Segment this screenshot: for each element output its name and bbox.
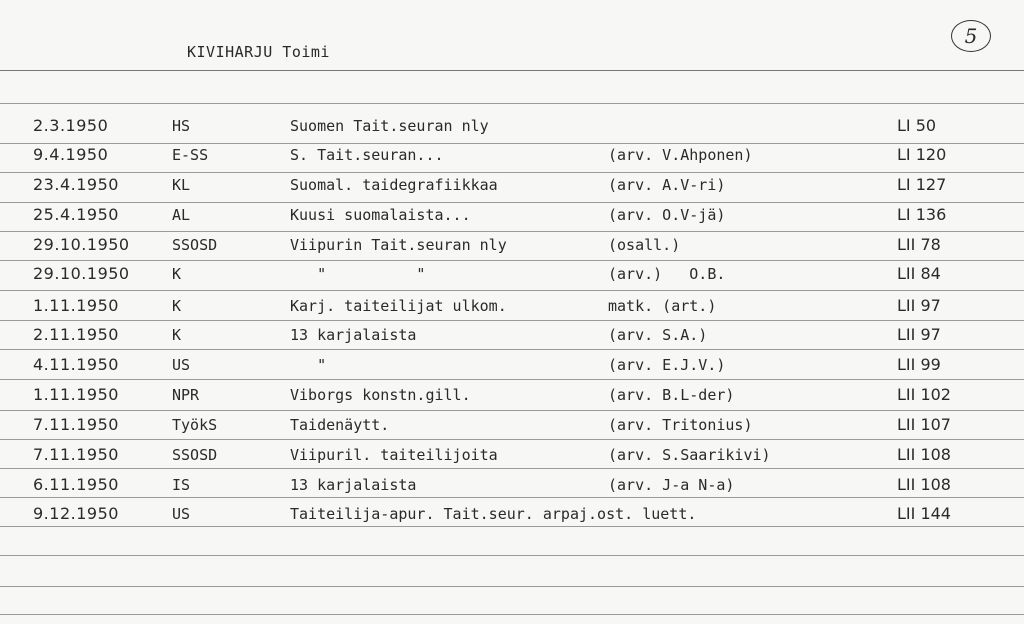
entry-reference: LII 97	[897, 325, 941, 344]
entry-reference: LI 50	[897, 116, 937, 135]
entry-reference: LII 108	[897, 445, 951, 464]
entry-code: IS	[172, 476, 191, 494]
entry-date: 7.11.1950	[33, 415, 119, 434]
entry-description: 13 karjalaista	[290, 476, 417, 494]
list-item	[0, 297, 1024, 321]
entry-description: Viipuril. taiteilijoita	[290, 446, 498, 464]
entry-description: 13 karjalaista	[290, 326, 417, 344]
entry-credit: (osall.)	[608, 236, 681, 254]
entry-code: KL	[172, 176, 191, 194]
ruled-line	[0, 202, 1024, 203]
ruled-line	[0, 103, 1024, 104]
entry-code: SSOSD	[172, 446, 218, 464]
entry-code: AL	[172, 206, 191, 224]
entry-code: K	[172, 326, 182, 344]
entry-reference: LII 84	[897, 264, 941, 283]
entry-code: TyökS	[172, 416, 218, 434]
entry-credit: (arv. S.A.)	[608, 326, 708, 344]
entry-description: " "	[290, 265, 426, 283]
list-item	[0, 176, 1024, 200]
list-item	[0, 446, 1024, 470]
entry-credit: (arv. S.Saarikivi)	[608, 446, 771, 464]
entry-description: Viipurin Tait.seuran nly	[290, 236, 507, 254]
entry-date: 23.4.1950	[33, 175, 119, 194]
entry-description: S. Tait.seuran...	[290, 146, 444, 164]
entry-credit: (arv. A.V-ri)	[608, 176, 726, 194]
ruled-line	[0, 231, 1024, 232]
list-item	[0, 146, 1024, 170]
ruled-line	[0, 614, 1024, 615]
entry-date: 29.10.1950	[33, 235, 130, 254]
list-item	[0, 505, 1024, 529]
entry-reference: LII 78	[897, 235, 941, 254]
entry-date: 1.11.1950	[33, 385, 119, 404]
ruled-line	[0, 260, 1024, 261]
entry-description: Taidenäytt.	[290, 416, 390, 434]
entry-code: HS	[172, 117, 191, 135]
entry-credit: matk. (art.)	[608, 297, 717, 315]
entry-credit: (arv. J-a N-a)	[608, 476, 735, 494]
entry-date: 7.11.1950	[33, 445, 119, 464]
card-number: 5	[964, 24, 978, 48]
entry-description: "	[290, 356, 327, 374]
entry-code: US	[172, 505, 191, 523]
card-title: KIVIHARJU Toimi	[187, 43, 330, 61]
entry-date: 4.11.1950	[33, 355, 119, 374]
entry-description: Viborgs konstn.gill.	[290, 386, 471, 404]
ruled-line	[0, 143, 1024, 144]
list-item	[0, 206, 1024, 230]
entry-reference: LII 102	[897, 385, 951, 404]
list-item	[0, 265, 1024, 289]
entry-reference: LII 108	[897, 475, 951, 494]
entry-credit: (arv. Tritonius)	[608, 416, 753, 434]
entry-code: K	[172, 265, 182, 283]
ruled-line	[0, 70, 1024, 71]
entry-code: K	[172, 297, 182, 315]
entry-date: 9.4.1950	[33, 145, 109, 164]
ruled-line	[0, 410, 1024, 411]
entry-credit: (arv.) O.B.	[608, 265, 726, 283]
entry-credit: (arv. O.V-jä)	[608, 206, 726, 224]
entry-description: Suomal. taidegrafiikkaa	[290, 176, 498, 194]
entry-date: 25.4.1950	[33, 205, 119, 224]
ruled-line	[0, 290, 1024, 291]
entry-date: 1.11.1950	[33, 296, 119, 315]
entry-credit: (arv. V.Ahponen)	[608, 146, 753, 164]
entry-code: NPR	[172, 386, 200, 404]
entry-code: US	[172, 356, 191, 374]
entry-credit: (arv. B.L-der)	[608, 386, 735, 404]
list-item	[0, 117, 1024, 141]
ruled-line	[0, 172, 1024, 173]
entry-date: 9.12.1950	[33, 504, 119, 523]
entry-reference: LII 144	[897, 504, 951, 523]
entry-date: 2.11.1950	[33, 325, 119, 344]
entry-reference: LII 99	[897, 355, 941, 374]
list-item	[0, 236, 1024, 260]
entry-code: E-SS	[172, 146, 209, 164]
entry-description: Suomen Tait.seuran nly	[290, 117, 489, 135]
ruled-line	[0, 555, 1024, 556]
card-number-circle	[951, 20, 991, 52]
entry-date: 2.3.1950	[33, 116, 109, 135]
entry-reference: LI 127	[897, 175, 947, 194]
entry-reference: LII 97	[897, 296, 941, 315]
entry-code: SSOSD	[172, 236, 218, 254]
entry-description: Taiteilija-apur. Tait.seur. arpaj.ost. luett.	[290, 505, 697, 523]
list-item	[0, 386, 1024, 410]
list-item	[0, 356, 1024, 380]
entry-credit: (arv. E.J.V.)	[608, 356, 726, 374]
list-item	[0, 416, 1024, 440]
list-item	[0, 476, 1024, 500]
entry-date: 6.11.1950	[33, 475, 119, 494]
entry-description: Kuusi suomalaista...	[290, 206, 471, 224]
entry-reference: LI 120	[897, 145, 947, 164]
entry-description: Karj. taiteilijat ulkom.	[290, 297, 507, 315]
list-item	[0, 326, 1024, 350]
entry-reference: LI 136	[897, 205, 947, 224]
entry-reference: LII 107	[897, 415, 951, 434]
ruled-line	[0, 586, 1024, 587]
entry-date: 29.10.1950	[33, 264, 130, 283]
